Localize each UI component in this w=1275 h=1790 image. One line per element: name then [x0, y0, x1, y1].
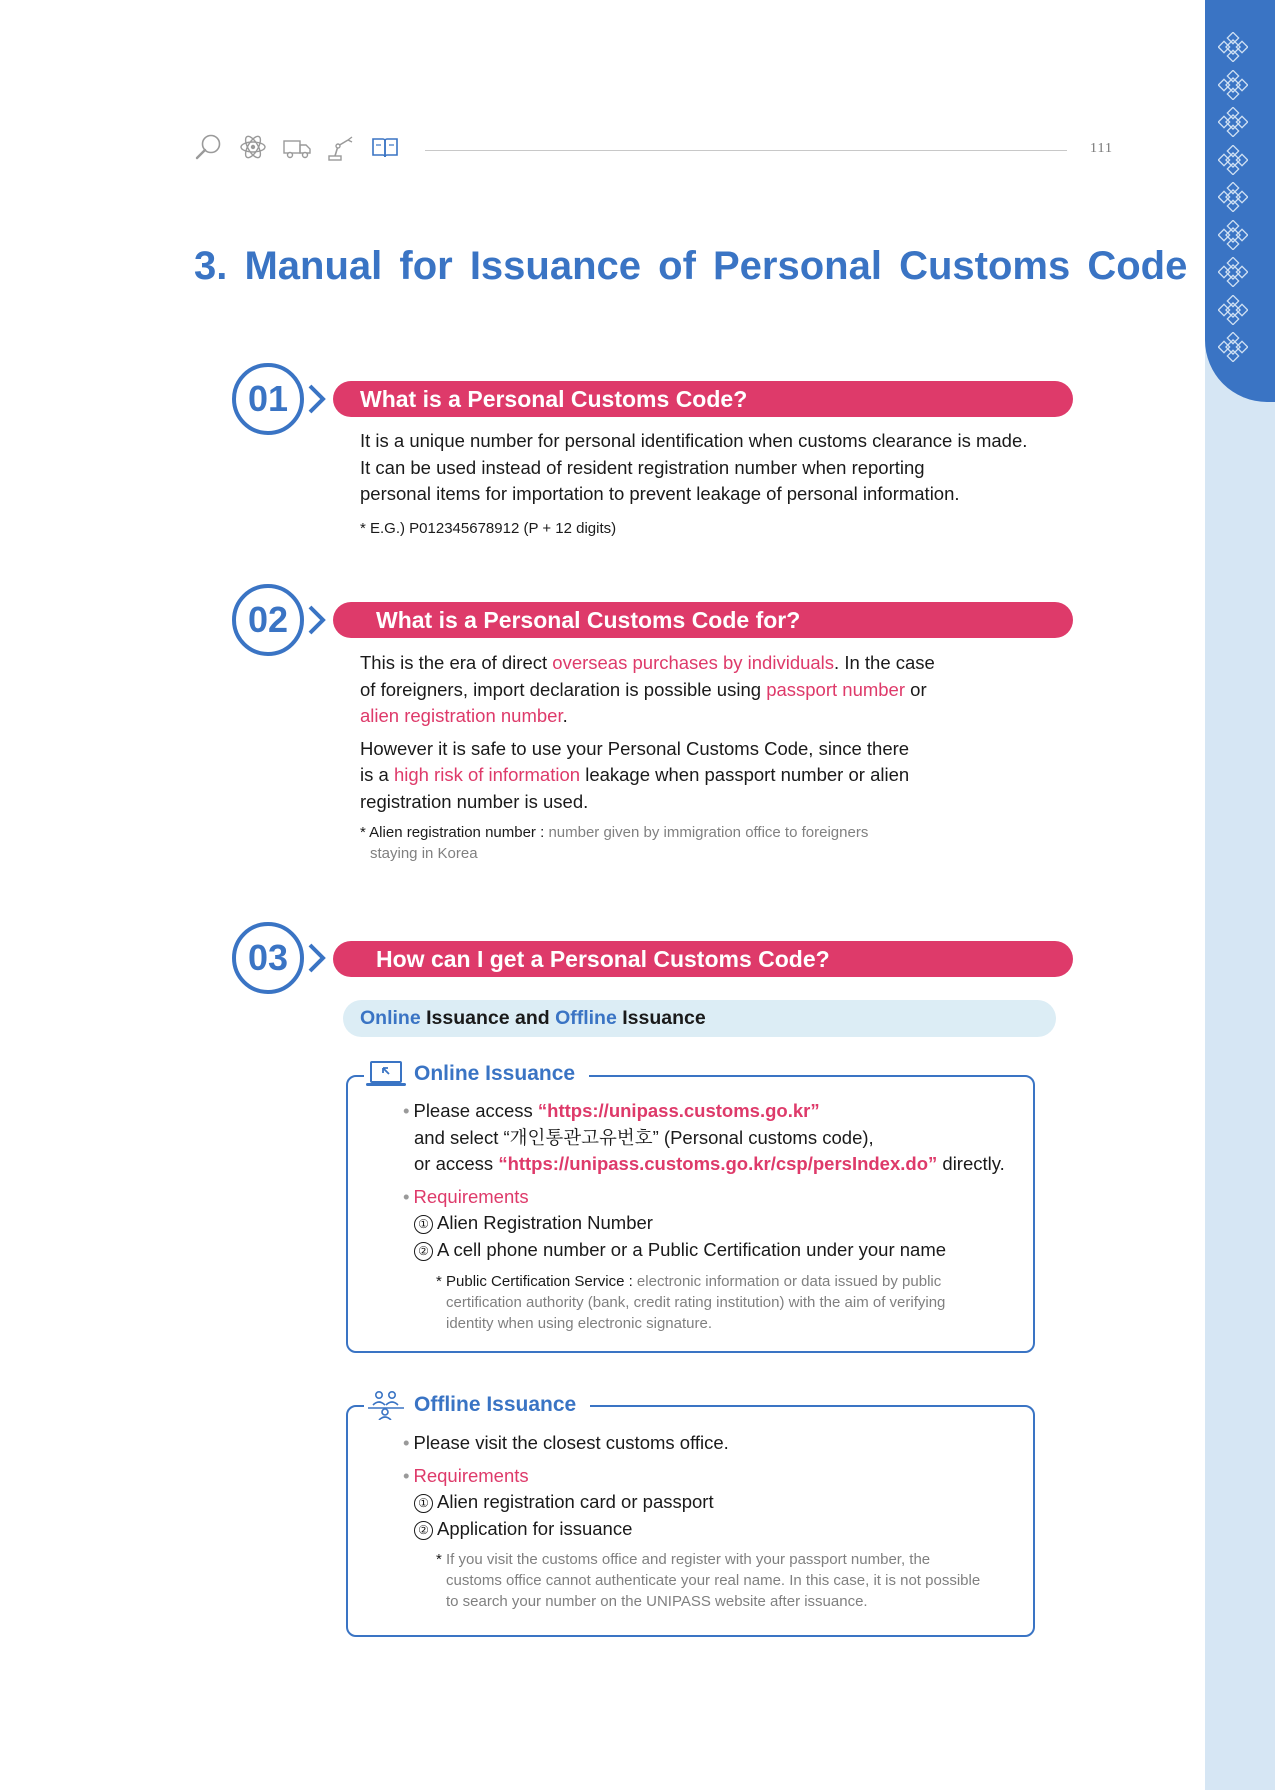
body-line: of foreigners, import declaration is possible using passport number or: [360, 678, 927, 700]
section-number-badge: 02: [232, 584, 304, 656]
ornament-icon: [1218, 182, 1248, 212]
chevron-right-icon: [308, 943, 326, 973]
ornament-icon: [1218, 145, 1248, 175]
online-note: * Public Certification Service : electronic information or data issued by public certification authority (bank, credit rating institution) with the aim of verifying identity when using electronic signature.: [436, 1273, 946, 1332]
body-line: personal items for importation to prevent leakage of personal information.: [360, 483, 960, 504]
definition-note: * Alien registration number : number given by immigration office to foreigners staying in Korea: [360, 824, 869, 862]
chevron-right-icon: [308, 384, 326, 414]
people-icon: [364, 1390, 408, 1420]
ornament-icon: [1218, 295, 1248, 325]
header-icons: [194, 132, 400, 162]
ornament-icon: [1218, 107, 1248, 137]
body-line: It can be used instead of resident registration number when reporting: [360, 456, 925, 478]
book-icon: [370, 132, 400, 162]
offline-note: * If you visit the customs office and register with your passport number, the customs office cannot authenticate your real name. In this case, it is not possible to search your number on the UNIPASS website after issuance.: [436, 1551, 981, 1610]
header-rule: [425, 150, 1067, 151]
online-instructions: • Please access “https://unipass.customs.go.kr” and select “개인통관고유번호” (Personal customs code), or access “https://unipass.customs.go.kr/csp/persIndex.do” directly. • Requirements ① Alien Registration Number ② A cell phone number or a Public Certification under your name: [403, 1100, 1005, 1260]
section-number-badge: 03: [232, 922, 304, 994]
body-line: alien registration number.: [360, 705, 568, 726]
example-note: * E.G.) P012345678912 (P + 12 digits): [360, 520, 617, 537]
page-number: 111: [1090, 141, 1113, 156]
body-line: However it is safe to use your Personal Customs Code, since there: [360, 737, 910, 759]
offline-instructions: • Please visit the closest customs office. • Requirements ① Alien registration card or passport ② Application for issuance: [403, 1432, 729, 1539]
ornament-icon: [1218, 220, 1248, 250]
body-line: is a high risk of information leakage when passport number or alien: [360, 764, 910, 785]
offline-issuance-title: Offline Issuance: [364, 1390, 590, 1420]
section-body: [360, 650, 935, 815]
body-line: It is a unique number for personal identification when customs clearance is made.: [360, 430, 1028, 451]
ornament-icon: [1218, 32, 1248, 62]
atom-icon: [238, 132, 268, 162]
page-title: 3. Manual for Issuance of Personal Customs Code: [194, 244, 1188, 288]
section-body: [360, 428, 1027, 508]
issuance-subheading: Online Issuance and Offline Issuance: [343, 1000, 1056, 1037]
section-heading: What is a Personal Customs Code?: [333, 381, 1073, 417]
online-issuance-title: Online Issuance: [364, 1059, 589, 1089]
chevron-right-icon: [308, 605, 326, 635]
body-line: This is the era of direct overseas purchases by individuals. In the case: [360, 652, 935, 673]
section-number-badge: 01: [232, 363, 304, 435]
body-line: registration number is used.: [360, 790, 589, 812]
magnifier-icon: [194, 132, 224, 162]
section-heading: How can I get a Personal Customs Code?: [333, 941, 1073, 977]
ornament-icon: [1218, 70, 1248, 100]
ornament-icon: [1218, 332, 1248, 362]
truck-icon: [282, 132, 312, 162]
laptop-icon: [364, 1059, 408, 1089]
robot-arm-icon: [326, 132, 356, 162]
section-heading: What is a Personal Customs Code for?: [333, 602, 1073, 638]
ornament-icon: [1218, 257, 1248, 287]
